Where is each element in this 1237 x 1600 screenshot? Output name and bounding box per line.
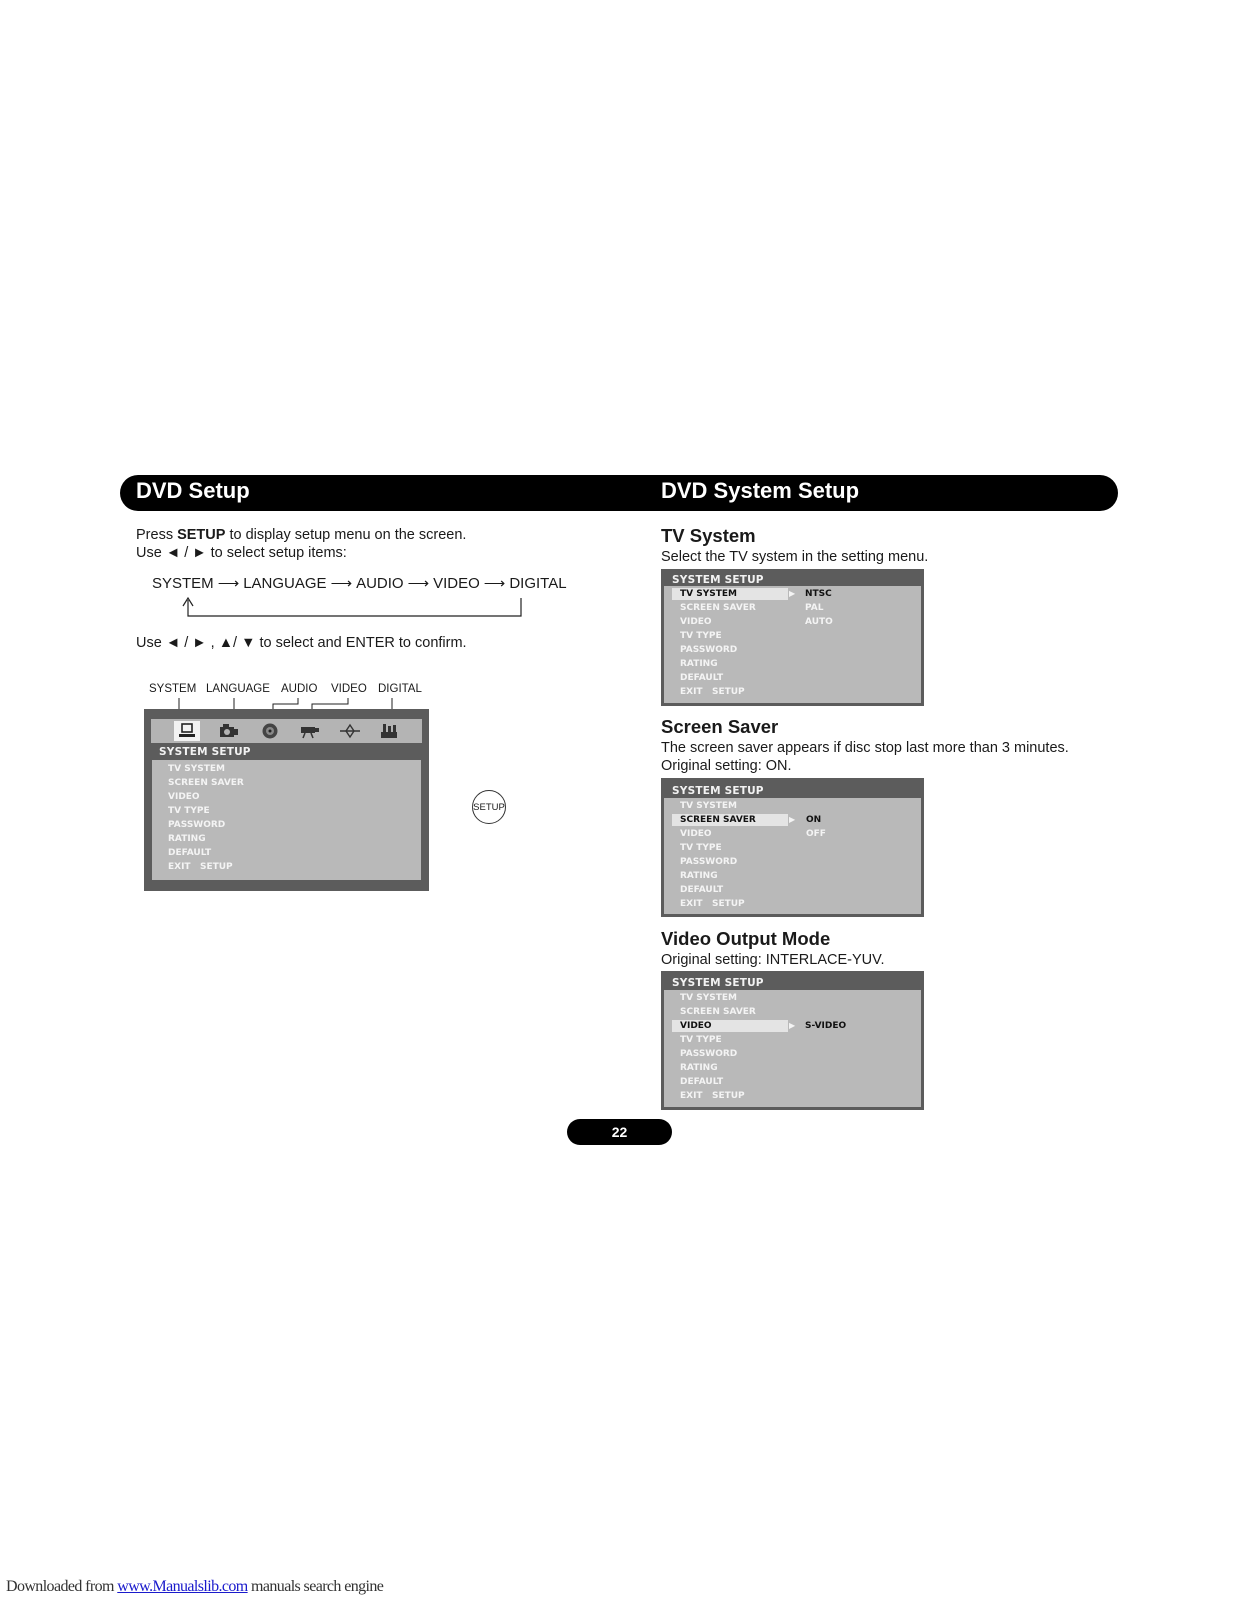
video-output-heading: Video Output Mode xyxy=(661,928,831,949)
camera-icon[interactable] xyxy=(215,721,241,741)
computer-icon[interactable] xyxy=(174,721,200,741)
right-section-title: DVD System Setup xyxy=(661,478,860,503)
flow-item-language: LANGUAGE xyxy=(243,575,327,592)
video-output-menu-title: SYSTEM SETUP xyxy=(672,977,764,989)
tab-label-video: VIDEO xyxy=(331,683,367,695)
menu-item-default[interactable]: DEFAULT xyxy=(168,848,212,858)
flow-arrow: ⟶ xyxy=(407,575,430,592)
footer-suffix: manuals search engine xyxy=(247,1578,384,1595)
option-ntsc[interactable]: NTSC xyxy=(805,589,832,599)
menu-item-tv-type[interactable]: TV TYPE xyxy=(680,1035,722,1045)
setup-button[interactable]: SETUP xyxy=(472,790,506,824)
screen-saver-description: The screen saver appears if disc stop last more than 3 minutes. xyxy=(661,740,1069,756)
tv-system-heading: TV System xyxy=(661,525,756,546)
option-off[interactable]: OFF xyxy=(806,829,826,839)
option-on[interactable]: ON xyxy=(806,815,822,825)
flow-item-video: VIDEO xyxy=(433,575,480,592)
tab-label-system: SYSTEM xyxy=(149,683,197,695)
menu-item-video[interactable]: VIDEO xyxy=(168,792,200,802)
flow-arrow: ⟶ xyxy=(330,575,353,592)
tab-label-audio: AUDIO xyxy=(281,683,318,695)
setup-menu-title: SYSTEM SETUP xyxy=(159,746,251,758)
satellite-icon[interactable] xyxy=(337,721,363,741)
menu-item-tv-system[interactable]: TV SYSTEM xyxy=(680,589,737,599)
menu-item-exit-setup[interactable]: EXIT SETUP xyxy=(680,1091,745,1101)
factory-icon[interactable] xyxy=(376,721,402,741)
menu-item-tv-type[interactable]: TV TYPE xyxy=(680,843,722,853)
menu-item-screen-saver[interactable]: SCREEN SAVER xyxy=(680,815,756,825)
menu-item-default[interactable]: DEFAULT xyxy=(680,885,724,895)
menu-item-rating[interactable]: RATING xyxy=(168,834,206,844)
intro-line-2: Use ◄ / ► to select setup items: xyxy=(136,545,347,561)
tv-system-description: Select the TV system in the setting menu. xyxy=(661,549,929,565)
menu-item-tv-type[interactable]: TV TYPE xyxy=(680,631,722,641)
menu-item-tv-system[interactable]: TV SYSTEM xyxy=(680,993,737,1003)
tv-system-menu-title: SYSTEM SETUP xyxy=(672,574,764,586)
tab-label-language: LANGUAGE xyxy=(206,683,270,695)
selection-arrow-icon: ▶ xyxy=(789,589,796,598)
menu-item-tv-system[interactable]: TV SYSTEM xyxy=(168,764,225,774)
selection-arrow-icon: ▶ xyxy=(789,1021,796,1030)
menu-item-password[interactable]: PASSWORD xyxy=(680,857,738,867)
menu-item-rating[interactable]: RATING xyxy=(680,871,718,881)
flow-arrow: ⟶ xyxy=(483,575,506,592)
screen-saver-menu-title: SYSTEM SETUP xyxy=(672,785,764,797)
video-output-original-setting: Original setting: INTERLACE-YUV. xyxy=(661,952,885,968)
section-header-bar xyxy=(120,475,1118,511)
flow-loop-arrow xyxy=(180,596,525,620)
option-auto[interactable]: AUTO xyxy=(805,617,833,627)
menu-item-default[interactable]: DEFAULT xyxy=(680,673,724,683)
screen-saver-heading: Screen Saver xyxy=(661,716,779,737)
menu-item-video[interactable]: VIDEO xyxy=(680,829,712,839)
left-section-title: DVD Setup xyxy=(136,478,250,503)
screen-saver-original-setting: Original setting: ON. xyxy=(661,758,792,774)
speaker-icon[interactable] xyxy=(257,721,283,741)
menu-item-default[interactable]: DEFAULT xyxy=(680,1077,724,1087)
menu-item-tv-system[interactable]: TV SYSTEM xyxy=(680,801,737,811)
page-number: 22 xyxy=(567,1119,672,1145)
flow-item-audio: AUDIO xyxy=(356,575,404,592)
menu-item-screen-saver[interactable]: SCREEN SAVER xyxy=(680,603,756,613)
menu-item-password[interactable]: PASSWORD xyxy=(680,1049,738,1059)
menu-item-rating[interactable]: RATING xyxy=(680,659,718,669)
footer-prefix: Downloaded from xyxy=(6,1578,118,1595)
intro-line-1: Press SETUP to display setup menu on the screen. xyxy=(136,527,467,543)
intro-line-3: Use ◄ / ► , ▲/ ▼ to select and ENTER to confirm. xyxy=(136,635,467,651)
menu-item-password[interactable]: PASSWORD xyxy=(168,820,226,830)
setup-items-flow xyxy=(152,574,567,592)
menu-item-screen-saver[interactable]: SCREEN SAVER xyxy=(168,778,244,788)
menu-item-screen-saver[interactable]: SCREEN SAVER xyxy=(680,1007,756,1017)
menu-item-rating[interactable]: RATING xyxy=(680,1063,718,1073)
menu-item-exit-setup[interactable]: EXIT SETUP xyxy=(680,899,745,909)
flow-item-system: SYSTEM xyxy=(152,575,214,592)
menu-item-password[interactable]: PASSWORD xyxy=(680,645,738,655)
tab-label-digital: DIGITAL xyxy=(378,683,422,695)
menu-item-tv-type[interactable]: TV TYPE xyxy=(168,806,210,816)
download-footer xyxy=(6,1578,383,1596)
option-pal[interactable]: PAL xyxy=(805,603,824,613)
option-s-video[interactable]: S-VIDEO xyxy=(805,1021,847,1031)
menu-item-video[interactable]: VIDEO xyxy=(680,617,712,627)
menu-item-exit-setup[interactable]: EXIT SETUP xyxy=(680,687,745,697)
menu-item-exit-setup[interactable]: EXIT SETUP xyxy=(168,862,233,872)
flow-item-digital: DIGITAL xyxy=(509,575,567,592)
manualslib-link[interactable]: www.Manualslib.com xyxy=(117,1578,248,1595)
selection-arrow-icon: ▶ xyxy=(789,815,796,824)
flow-arrow: ⟶ xyxy=(217,575,240,592)
menu-item-video[interactable]: VIDEO xyxy=(680,1021,712,1031)
projector-icon[interactable] xyxy=(297,721,323,741)
